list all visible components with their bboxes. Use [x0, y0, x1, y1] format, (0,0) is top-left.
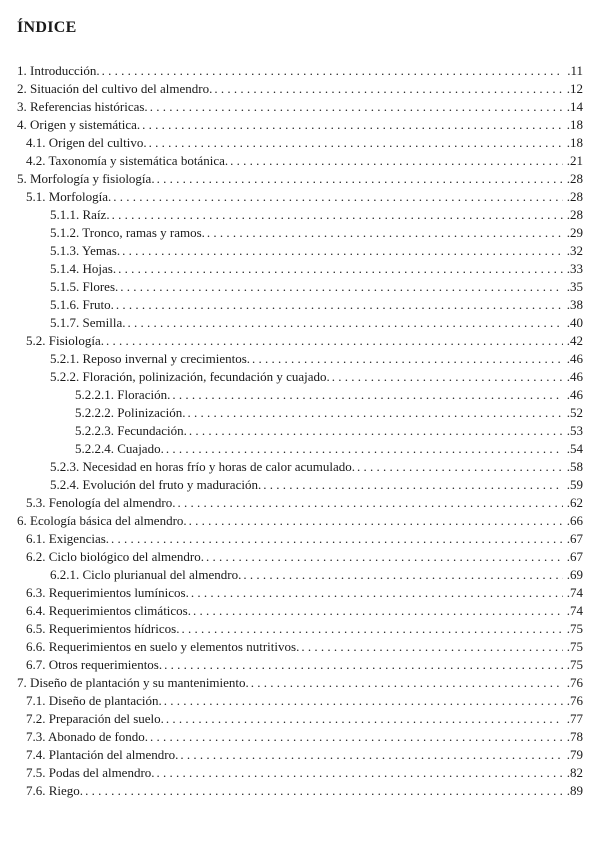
dot-leader — [193, 602, 563, 620]
toc-entry-page-number: .82 — [566, 765, 583, 780]
toc-entry-page-number: .38 — [566, 297, 583, 312]
toc-entry-label: 5.1.3. Yemas. — [50, 243, 121, 258]
toc-entry-page-number: .54 — [566, 441, 583, 456]
toc-entry-label: 6. Ecología básica del almendro. — [17, 513, 187, 528]
toc-entry — [17, 224, 583, 242]
toc-entry-label: 3. Referencias históricas. — [17, 99, 148, 114]
dot-leader — [191, 584, 563, 602]
table-of-contents — [17, 62, 583, 800]
dot-leader — [118, 260, 563, 278]
dot-leader — [251, 674, 563, 692]
toc-entry-label: 6.4. Requerimientos climáticos. — [26, 603, 191, 618]
toc-entry-label: 5.1.1. Raíz. — [50, 207, 110, 222]
dot-leader — [301, 638, 563, 656]
toc-entry-label: 5.1.6. Fruto. — [50, 297, 114, 312]
dot-leader — [332, 368, 563, 386]
dot-leader — [181, 620, 563, 638]
toc-entry-page-number: .29 — [566, 225, 583, 240]
toc-entry — [17, 260, 583, 278]
toc-entry-page-number: .74 — [566, 603, 583, 618]
dot-leader — [166, 440, 563, 458]
toc-entry-page-number: .58 — [566, 459, 583, 474]
toc-entry — [17, 674, 583, 692]
toc-entry-label: 5.1. Morfología. — [26, 189, 112, 204]
toc-entry-label: 5.1.4. Hojas. — [50, 261, 117, 276]
dot-leader — [149, 134, 563, 152]
toc-entry — [17, 692, 583, 710]
toc-entry — [17, 458, 583, 476]
toc-entry-page-number: .46 — [566, 351, 583, 366]
toc-entry-page-number: .52 — [566, 405, 583, 420]
toc-entry-label: 5.3. Fenología del almendro. — [26, 495, 176, 510]
dot-leader — [188, 404, 564, 422]
toc-entry-label: 5.2.2.3. Fecundación. — [75, 423, 187, 438]
toc-entry — [17, 314, 583, 332]
toc-entry-label: 5.2.2.2. Polinización. — [75, 405, 186, 420]
toc-entry-label: 5.2.2. Floración, polinización, fecundación y cuajado. — [50, 369, 330, 384]
toc-entry — [17, 80, 583, 98]
toc-entry-label: 6.1. Exigencias. — [26, 531, 110, 546]
dot-leader — [102, 62, 563, 80]
toc-entry-page-number: .18 — [566, 135, 583, 150]
dot-leader — [172, 386, 563, 404]
toc-entry-label: 6.7. Otros requerimientos. — [26, 657, 163, 672]
toc-entry-label: 4. Origen y sistemática. — [17, 117, 141, 132]
toc-entry-page-number: .66 — [566, 513, 583, 528]
toc-entry-label: 7.1. Diseño de plantación. — [26, 693, 162, 708]
toc-entry-page-number: .46 — [566, 387, 583, 402]
toc-entry-page-number: .79 — [566, 747, 583, 762]
toc-entry-page-number: .53 — [566, 423, 583, 438]
dot-leader — [180, 746, 563, 764]
toc-entry-page-number: .42 — [566, 333, 583, 348]
dot-leader — [189, 422, 563, 440]
dot-leader — [214, 80, 563, 98]
dot-leader — [166, 710, 563, 728]
toc-entry — [17, 602, 583, 620]
toc-entry-page-number: .78 — [566, 729, 583, 744]
dot-leader — [157, 170, 563, 188]
dot-leader — [106, 332, 563, 350]
toc-entry — [17, 476, 583, 494]
dot-leader — [157, 764, 563, 782]
toc-entry-label: 7.6. Riego. — [26, 783, 84, 798]
toc-entry-label: 4.2. Taxonomía y sistemática botánica. — [26, 153, 229, 168]
toc-entry — [17, 710, 583, 728]
toc-entry-page-number: .18 — [566, 117, 583, 132]
toc-entry — [17, 296, 583, 314]
toc-entry-label: 6.3. Requerimientos lumínicos. — [26, 585, 189, 600]
toc-entry-page-number: .89 — [566, 783, 583, 798]
dot-leader — [252, 350, 563, 368]
toc-entry-label: 7. Diseño de plantación y su mantenimiento. — [17, 675, 249, 690]
toc-entry-label: 4.1. Origen del cultivo. — [26, 135, 147, 150]
toc-entry — [17, 746, 583, 764]
toc-entry — [17, 656, 583, 674]
dot-leader — [189, 512, 563, 530]
toc-entry-page-number: .69 — [566, 567, 583, 582]
toc-entry — [17, 422, 583, 440]
toc-entry-page-number: .76 — [566, 693, 583, 708]
toc-entry-page-number: .11 — [567, 63, 583, 78]
toc-entry-label: 5.1.7. Semilla. — [50, 315, 126, 330]
toc-entry-label: 7.2. Preparación del suelo. — [26, 711, 164, 726]
toc-entry-label: 7.3. Abonado de fondo. — [26, 729, 149, 744]
toc-entry — [17, 206, 583, 224]
toc-entry-label: 7.4. Plantación del almendro. — [26, 747, 179, 762]
dot-leader — [164, 692, 563, 710]
dot-leader — [142, 116, 563, 134]
toc-entry-label: 5.2.4. Evolución del fruto y maduración. — [50, 477, 262, 492]
dot-leader — [111, 530, 563, 548]
toc-entry-page-number: .74 — [566, 585, 583, 600]
dot-leader — [85, 782, 563, 800]
toc-entry-label: 5.1.5. Flores. — [50, 279, 119, 294]
toc-entry — [17, 98, 583, 116]
toc-entry-label: 7.5. Podas del almendro. — [26, 765, 155, 780]
dot-leader — [116, 296, 563, 314]
toc-entry — [17, 530, 583, 548]
toc-entry — [17, 350, 583, 368]
dot-leader — [230, 152, 563, 170]
dot-leader — [150, 728, 563, 746]
dot-leader — [357, 458, 563, 476]
dot-leader — [150, 98, 563, 116]
toc-entry-page-number: .76 — [566, 675, 583, 690]
toc-entry-label: 5.2.1. Reposo invernal y crecimientos. — [50, 351, 251, 366]
toc-entry-page-number: .35 — [566, 279, 583, 294]
toc-entry — [17, 566, 583, 584]
toc-entry-page-number: .32 — [566, 243, 583, 258]
toc-entry — [17, 278, 583, 296]
toc-entry — [17, 584, 583, 602]
toc-entry — [17, 728, 583, 746]
toc-entry — [17, 134, 583, 152]
dot-leader — [112, 206, 563, 224]
toc-entry — [17, 116, 583, 134]
toc-entry-label: 5.2.2.1. Floración. — [75, 387, 171, 402]
toc-entry-label: 6.6. Requerimientos en suelo y elementos nutritivos. — [26, 639, 300, 654]
toc-entry — [17, 62, 583, 80]
toc-entry-page-number: .40 — [566, 315, 583, 330]
toc-entry-page-number: .67 — [566, 549, 583, 564]
toc-entry — [17, 404, 583, 422]
toc-entry-page-number: .12 — [566, 81, 583, 96]
dot-leader — [113, 188, 563, 206]
toc-entry-page-number: .75 — [566, 621, 583, 636]
toc-entry — [17, 386, 583, 404]
toc-entry-label: 5. Morfología y fisiología. — [17, 171, 155, 186]
dot-leader — [127, 314, 563, 332]
dot-leader — [122, 242, 563, 260]
toc-entry — [17, 764, 583, 782]
toc-entry-page-number: .77 — [566, 711, 583, 726]
dot-leader — [164, 656, 563, 674]
toc-entry-page-number: .46 — [566, 369, 583, 384]
toc-entry — [17, 512, 583, 530]
toc-entry-page-number: .59 — [566, 477, 583, 492]
toc-entry-page-number: .28 — [566, 207, 583, 222]
toc-entry — [17, 440, 583, 458]
toc-entry — [17, 548, 583, 566]
dot-leader — [120, 278, 563, 296]
dot-leader — [177, 494, 563, 512]
toc-entry — [17, 638, 583, 656]
toc-entry — [17, 620, 583, 638]
toc-entry-page-number: .75 — [566, 657, 583, 672]
toc-entry-page-number: .28 — [566, 189, 583, 204]
toc-entry-label: 5.1.2. Tronco, ramas y ramos. — [50, 225, 205, 240]
toc-entry — [17, 242, 583, 260]
toc-entry-page-number: .62 — [566, 495, 583, 510]
dot-leader — [243, 566, 563, 584]
toc-entry-label: 6.5. Requerimientos hídricos. — [26, 621, 180, 636]
toc-entry — [17, 368, 583, 386]
toc-entry-page-number: .21 — [566, 153, 583, 168]
toc-entry — [17, 188, 583, 206]
toc-entry-label: 2. Situación del cultivo del almendro. — [17, 81, 213, 96]
toc-entry-label: 6.2.1. Ciclo plurianual del almendro. — [50, 567, 242, 582]
toc-entry-label: 1. Introducción. — [17, 63, 100, 78]
toc-entry — [17, 170, 583, 188]
dot-leader — [206, 548, 563, 566]
toc-entry — [17, 152, 583, 170]
toc-entry-page-number: .28 — [566, 171, 583, 186]
toc-entry — [17, 332, 583, 350]
toc-entry-page-number: .75 — [566, 639, 583, 654]
dot-leader — [207, 224, 563, 242]
toc-entry — [17, 494, 583, 512]
toc-entry-label: 5.2. Fisiología. — [26, 333, 105, 348]
toc-entry-label: 6.2. Ciclo biológico del almendro. — [26, 549, 204, 564]
toc-entry-label: 5.2.2.4. Cuajado. — [75, 441, 164, 456]
dot-leader — [263, 476, 563, 494]
page-title: ÍNDICE — [17, 19, 77, 36]
toc-entry-label: 5.2.3. Necesidad en horas frío y horas de calor acumulado. — [50, 459, 356, 474]
toc-entry — [17, 782, 583, 800]
toc-entry-page-number: .67 — [566, 531, 583, 546]
toc-entry-page-number: .33 — [566, 261, 583, 276]
toc-entry-page-number: .14 — [566, 99, 583, 114]
